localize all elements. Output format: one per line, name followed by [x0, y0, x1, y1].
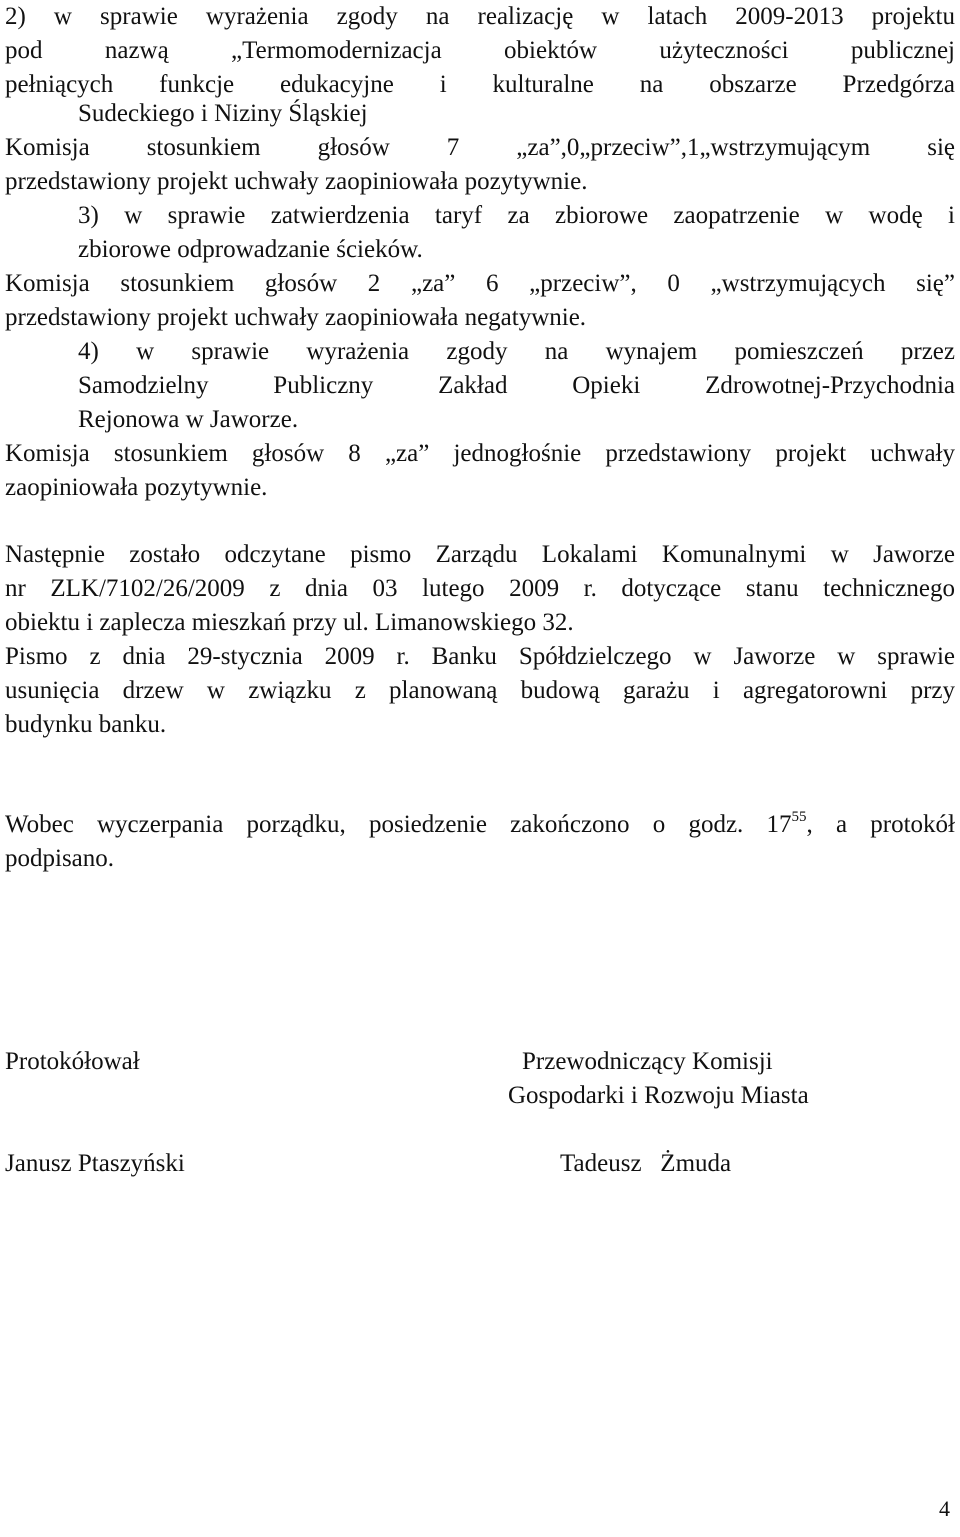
letter-2-line-3: budynku banku.: [5, 711, 167, 738]
recorder-name: Janusz Ptaszyński: [5, 1150, 185, 1177]
item-2-line-3: pełniących funkcje edukacyjne i kulturalne na obszarze Przedgórza: [5, 71, 955, 98]
closing-line-1: [5, 808, 955, 842]
closing-line-2: podpisano.: [5, 845, 115, 872]
closing-text: Wobec wyczerpania porządku, posiedzenie zakończono o godz. 17: [5, 811, 792, 838]
closing-minutes: 55: [791, 809, 807, 825]
vote-4-line-1: Komisja stosunkiem głosów 8 „za” jednogłośnie przedstawiony projekt uchwały: [5, 440, 955, 467]
item-4-line-2: Samodzielny Publiczny Zakład Opieki Zdrowotnej-Przychodnia: [78, 372, 955, 399]
vote-2-line-1: Komisja stosunkiem głosów 7 „za”,0„przeciw”,1„wstrzymującym się: [5, 134, 955, 161]
letter-1-line-3: obiektu i zaplecza mieszkań przy ul. Limanowskiego 32.: [5, 609, 574, 636]
item-3-line-1: 3) w sprawie zatwierdzenia taryf za zbiorowe zaopatrzenie w wodę i: [78, 202, 955, 229]
chairman-name: Tadeusz Żmuda: [560, 1150, 732, 1177]
page-number: 4: [939, 1496, 950, 1521]
letter-2-line-2: usunięcia drzew w związku z planowaną budową garażu i agregatorowni przy: [5, 677, 955, 704]
vote-3-line-2: przedstawiony projekt uchwały zaopiniowała negatywnie.: [5, 304, 587, 331]
vote-4-line-2: zaopiniowała pozytywnie.: [5, 474, 268, 501]
vote-3-line-1: Komisja stosunkiem głosów 2 „za” 6 „przeciw”, 0 „wstrzymujących się”: [5, 270, 955, 297]
closing-text-end: , a protokół: [806, 811, 955, 838]
letter-1-line-1: Następnie zostało odczytane pismo Zarządu Lokalami Komunalnymi w Jaworze: [5, 541, 955, 568]
letter-1-line-2: nr ZLK/7102/26/2009 z dnia 03 lutego 2009 r. dotyczące stanu technicznego: [5, 575, 955, 602]
recorder-title: Protokółował: [5, 1048, 140, 1075]
item-4-line-1: 4) w sprawie wyrażenia zgody na wynajem pomieszczeń przez: [78, 338, 955, 365]
item-4-line-3: Rejonowa w Jaworze.: [78, 406, 299, 433]
item-2-line-1: 2) w sprawie wyrażenia zgody na realizację w latach 2009-2013 projektu: [5, 3, 955, 30]
chairman-title-line-2: Gospodarki i Rozwoju Miasta: [508, 1082, 809, 1109]
vote-2-line-2: przedstawiony projekt uchwały zaopiniowała pozytywnie.: [5, 168, 588, 195]
item-3-line-2: zbiorowe odprowadzanie ścieków.: [78, 236, 423, 263]
item-2-line-2: pod nazwą „Termomodernizacja obiektów użyteczności publicznej: [5, 37, 955, 64]
chairman-title-line-1: Przewodniczący Komisji: [522, 1048, 773, 1075]
letter-2-line-1: Pismo z dnia 29-stycznia 2009 r. Banku Spółdzielczego w Jaworze w sprawie: [5, 643, 955, 670]
item-2-line-4: Sudeckiego i Niziny Śląskiej: [78, 100, 368, 127]
